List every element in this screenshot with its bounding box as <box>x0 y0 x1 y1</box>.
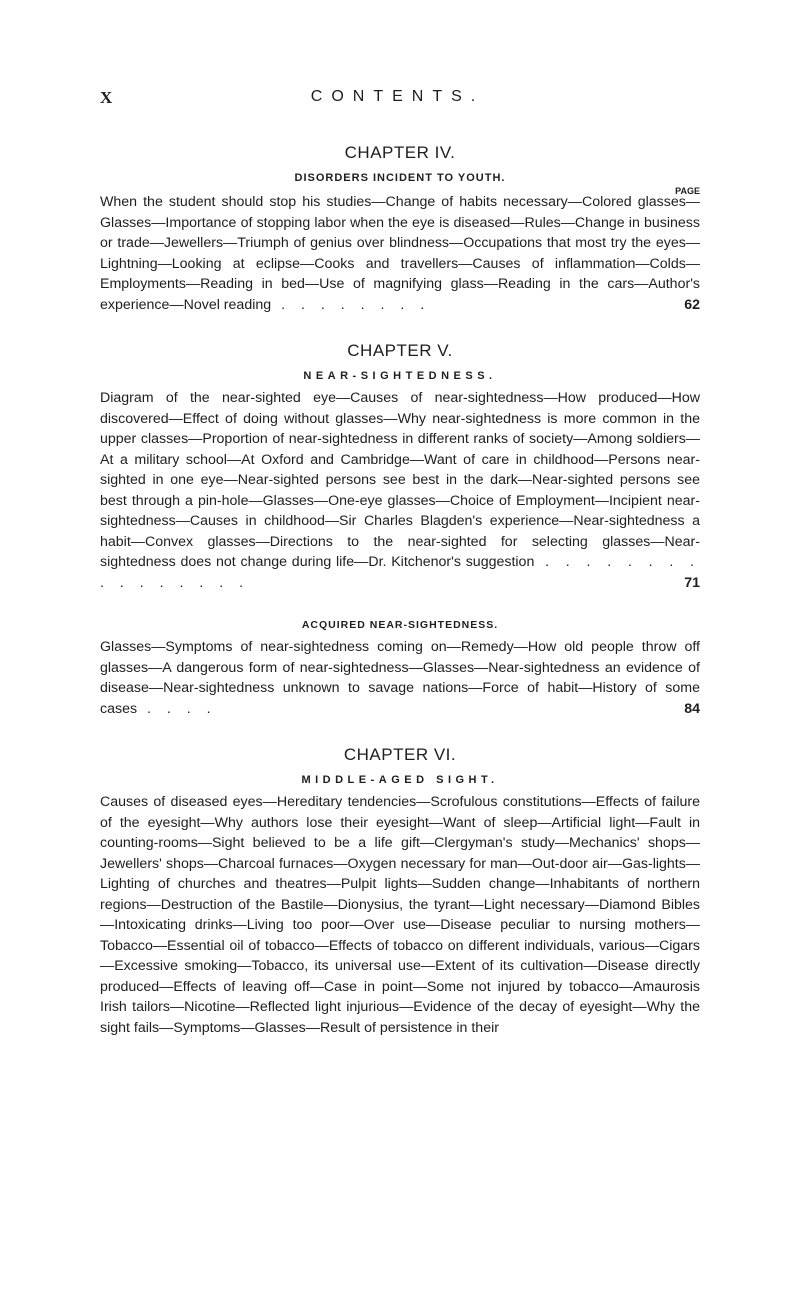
running-head <box>100 88 695 112</box>
entry-leaders: . . . . . . . . . . . . . . . . <box>100 554 700 591</box>
contents-entry <box>100 388 700 593</box>
contents-entry <box>100 637 700 719</box>
entry-page-number: 84 <box>684 700 700 717</box>
entry-leaders: . . . . . . . . <box>271 296 431 313</box>
entry-text: Causes of diseased eyes—Hereditary tendencies—Scrofulous constitutions—Effects of failure of the eyesight—Why authors lose their eyesight—Want of sleep—Artificial light—Fault in counting-rooms—Sight believed to be a life gift—Clergyman's study—Mechanics' shops—Jewellers' shops—Charcoal furnaces—Oxygen necessary for man—Out-door air—Gas-lights—Lighting of churches and theatres—Pulpit lights—Sudden change—Inhabitants of northern regions—Destruction of the Bastile—Dionysius, the tyrant—Light necessary—Diamond Bibles—Intoxicating drinks—Living too poor—Over use—Disease peculiar to nursing mothers—Tobacco—Essential oil of tobacco—Effects of tobacco on different individuals, various—Cigars—Excessive smoking—Tobacco, its universal use—Extent of its cultivation—Disease directly produced—Effects of leaving off—Case in point—Some not injured by tobacco—Amaurosis Irish tailors—Nicotine—Reflected light injurious—Evidence of the decay of eyesight—Why the sight fails—Symptoms—Glasses—Result of persistence in their <box>100 794 700 1036</box>
entry-leaders: . . . . <box>137 700 217 717</box>
entry-page-number: 71 <box>684 574 700 591</box>
chapter-block <box>100 341 700 719</box>
chapter-block <box>100 745 700 1038</box>
chapter-heading: CHAPTER IV. <box>344 143 456 162</box>
chapter-heading: CHAPTER V. <box>347 341 453 360</box>
page-column-label: PAGE <box>675 186 700 196</box>
entry-page-number: 62 <box>684 296 700 313</box>
contents-entry <box>100 192 700 315</box>
chapter-subtitle: MIDDLE-AGED SIGHT. <box>301 774 499 786</box>
entry-text: Diagram of the near-sighted eye—Causes of near-sightedness—How produced—How discovered—Effect of doing without glasses—Why near-sightedness is more common in the upper classes—Proportion of near-sightedness in different ranks of society—Among soldiers—At a military school—At Oxford and Cambridge—Want of care in childhood—Persons near-sighted in one eye—Near-sighted persons see best in the dark—Near-sighted persons see best through a pin-hole—Glasses—One-eye glasses—Choice of Employment—Incipient near-sightedness—Causes in childhood—Sir Charles Blagden's experience—Near-sightedness a habit—Convex glasses—Directions to the near-sighted for selecting glasses—Near-sightedness does not change during life—Dr. Kitchenor's suggestion <box>100 390 700 570</box>
page-number-folio: X <box>100 88 113 107</box>
entry-text: When the student should stop his studies—Change of habits necessary—Colored glasses—Glasses—Importance of stopping labor when the eye is diseased—Rules—Change in business or trade—Jewellers—Triumph of genius over blindness—Occupations that most try the eyes—Lightning—Looking at eclipse—Cooks and travellers—Causes of inflammation—Colds—Employments—Reading in bed—Use of magnifying glass—Reading in the cars—Author's experience—Novel reading <box>100 194 700 313</box>
chapter-heading: CHAPTER VI. <box>343 745 457 764</box>
chapter-block <box>100 143 700 315</box>
running-head-title: CONTENTS. <box>310 88 485 105</box>
entry-text: Glasses—Symptoms of near-sightedness coming on—Remedy—How old people throw off glasses—A dangerous form of near-sightedness—Glasses—Near-sightedness an evidence of disease—Near-sightedness unknown to savage nations—Force of habit—History of some cases <box>100 639 700 717</box>
contents-entry <box>100 792 700 1038</box>
chapter-subtitle: DISORDERS INCIDENT TO YOUTH. <box>294 172 506 184</box>
section-subtitle: ACQUIRED NEAR-SIGHTEDNESS. <box>301 619 499 631</box>
contents-body <box>100 143 700 1038</box>
chapter-subtitle: NEAR-SIGHTEDNESS. <box>303 370 497 382</box>
